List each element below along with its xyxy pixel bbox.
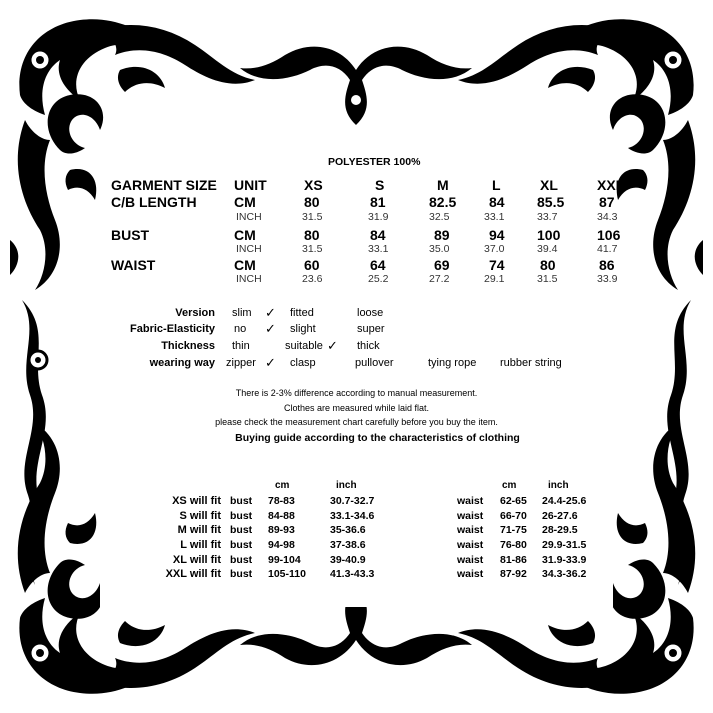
measure-part: waist [457,554,484,566]
fit-size-label: XXL will fit [165,568,221,580]
option: fitted [290,307,314,319]
cell-value: 32.5 [429,211,450,223]
cell-value: 37.0 [484,243,505,255]
unit-inch: INCH [236,243,262,255]
option: slim [232,307,252,319]
cell-value: 84 [489,194,505,210]
cell-value: 27.2 [429,273,450,285]
range-inch: 37-38.6 [330,539,366,551]
checkmark-icon: ✓ [265,305,276,320]
note-line: Clothes are measured while laid flat. [283,403,430,413]
option: slight [290,323,316,335]
note-line: There is 2-3% difference according to manual measurement. [235,388,478,398]
note-line: please check the measurement chart carefully before you buy the item. [215,417,498,427]
option: pullover [355,357,394,369]
cell-value: 41.7 [597,243,618,255]
cell-value: 81 [370,194,386,210]
cell-value: 31.5 [302,211,323,223]
label-version: Version [175,307,215,319]
range-cm: 78-83 [268,495,295,507]
fit-size-label: XS will fit [172,495,221,507]
label-wearing-way: wearing way [149,357,215,369]
garment-size-header: GARMENT SIZE [111,177,217,193]
unit-cm: CM [234,194,256,210]
range-inch: 41.3-43.3 [330,568,375,580]
cell-value: 74 [489,257,505,273]
row-label-waist: WAIST [111,257,156,273]
cell-value: 80 [540,257,556,273]
option: suitable [285,340,323,352]
fit-size-label: XL will fit [172,554,221,566]
size-header-l: L [492,177,501,193]
option: thin [232,340,250,352]
label-thickness: Thickness [161,340,215,352]
size-header-m: M [437,177,449,193]
range-cm: 84-88 [268,510,295,522]
row-label-bust: BUST [111,227,150,243]
option: super [357,323,385,335]
cell-value: 23.6 [302,273,323,285]
measure-part: bust [230,510,253,522]
measure-part: bust [230,568,253,580]
range-inch: 29.9-31.5 [542,539,587,551]
column-header-cm: cm [275,480,290,491]
size-header-s: S [375,177,385,193]
checkmark-icon: ✓ [265,321,276,336]
size-header-xl: XL [540,177,558,193]
range-inch: 30.7-32.7 [330,495,375,507]
range-inch: 34.3-36.2 [542,568,587,580]
cell-value: 94 [489,227,505,243]
measure-part: waist [457,524,484,536]
cell-value: 89 [434,227,450,243]
range-inch: 33.1-34.6 [330,510,375,522]
cell-value: 69 [434,257,450,273]
cell-value: 106 [597,227,621,243]
unit-header: UNIT [234,177,267,193]
cell-value: 33.1 [368,243,389,255]
option: thick [357,340,380,352]
range-cm: 94-98 [268,539,295,551]
measure-part: waist [457,568,484,580]
cell-value: 33.9 [597,273,618,285]
size-header-xxl: XXL [597,177,625,193]
measure-part: waist [457,495,484,507]
cell-value: 33.1 [484,211,505,223]
range-inch: 26-27.6 [542,510,578,522]
unit-cm: CM [234,257,256,273]
range-inch: 28-29.5 [542,524,578,536]
fabric-title: POLYESTER 100% [328,156,421,168]
row-label-cb-length: C/B LENGTH [111,194,197,210]
range-cm: 99-104 [268,554,301,566]
measure-part: bust [230,539,253,551]
checkmark-icon: ✓ [265,355,276,370]
option: clasp [290,357,316,369]
fit-size-label: L will fit [180,539,221,551]
range-cm: 81-86 [500,554,527,566]
column-header-inch: inch [548,480,569,491]
cell-value: 60 [304,257,320,273]
buying-guide-title: Buying guide according to the characteristics of clothing [235,432,520,444]
column-header-inch: inch [336,480,357,491]
column-header-cm: cm [502,480,517,491]
measure-part: bust [230,495,253,507]
cell-value: 31.9 [368,211,389,223]
unit-inch: INCH [236,273,262,285]
range-cm: 105-110 [268,568,306,580]
measure-part: waist [457,539,484,551]
range-cm: 71-75 [500,524,527,536]
cell-value: 86 [599,257,615,273]
cell-value: 80 [304,194,320,210]
option: tying rope [428,357,477,369]
unit-cm: CM [234,227,256,243]
cell-value: 87 [599,194,615,210]
option: loose [357,307,384,319]
unit-inch: INCH [236,211,262,223]
cell-value: 31.5 [537,273,558,285]
cell-value: 64 [370,257,386,273]
range-cm: 89-93 [268,524,295,536]
cell-value: 80 [304,227,320,243]
measure-part: waist [457,510,484,522]
range-inch: 35-36.6 [330,524,366,536]
cell-value: 29.1 [484,273,505,285]
cell-value: 39.4 [537,243,558,255]
cell-value: 34.3 [597,211,618,223]
range-inch: 39-40.9 [330,554,366,566]
cell-value: 33.7 [537,211,558,223]
cell-value: 35.0 [429,243,450,255]
cell-value: 100 [537,227,561,243]
checkmark-icon: ✓ [327,338,338,353]
measure-part: bust [230,524,253,536]
range-cm: 76-80 [500,539,527,551]
cell-value: 84 [370,227,386,243]
option: zipper [226,357,256,369]
range-inch: 31.9-33.9 [542,554,587,566]
cell-value: 85.5 [537,194,565,210]
range-cm: 62-65 [500,495,527,507]
size-header-xs: XS [304,177,323,193]
label-fabric-elasticity: Fabric-Elasticity [130,323,215,335]
fit-size-label: S will fit [179,510,221,522]
cell-value: 25.2 [368,273,389,285]
option: rubber string [500,357,562,369]
measure-part: bust [230,554,253,566]
cell-value: 31.5 [302,243,323,255]
range-cm: 66-70 [500,510,527,522]
option: no [234,323,247,335]
cell-value: 82.5 [429,194,457,210]
range-cm: 87-92 [500,568,527,580]
range-inch: 24.4-25.6 [542,495,587,507]
fit-size-label: M will fit [177,524,221,536]
